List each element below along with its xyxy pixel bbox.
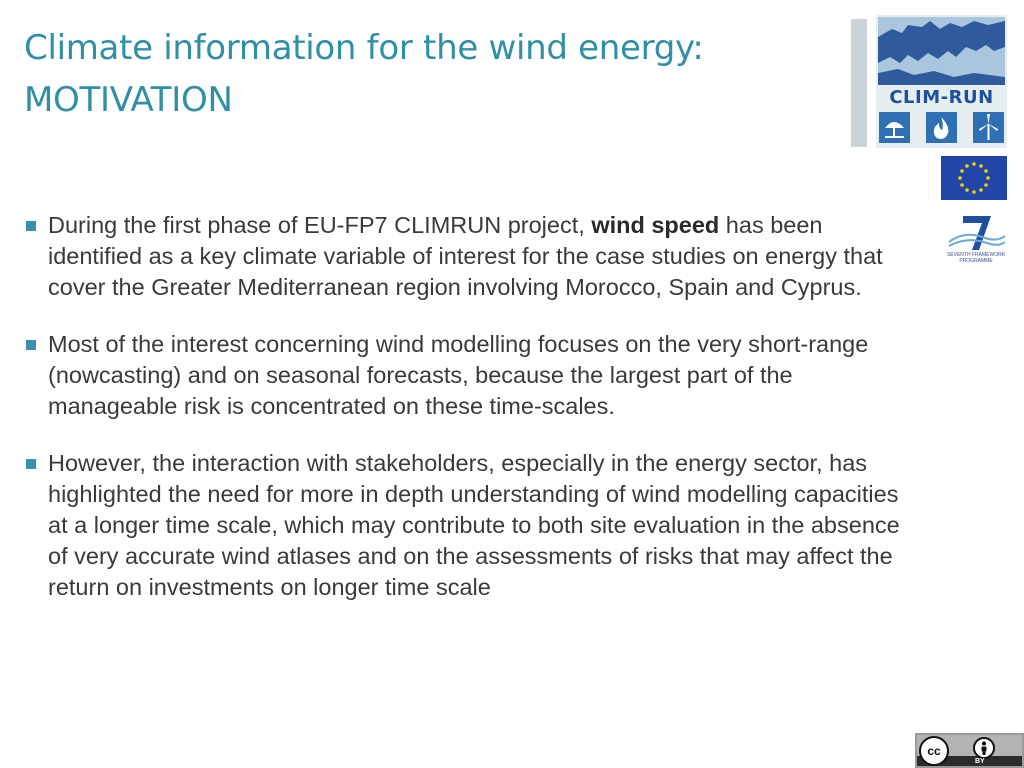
flame-icon xyxy=(926,112,957,143)
by-label: BY xyxy=(975,758,985,765)
fp7-logo xyxy=(945,212,1007,268)
clim-run-wordmark: CLIM-RUN xyxy=(889,87,994,108)
bullet-text: However, the interaction with stakeholders, especially in the energy sector, has highlighted the need for more in depth understanding of wind modelling capacities at a longer time scale, which may contribute to both site evaluation in the absence of very accurate wind atlases and on the assessments of risks that may affect the return on investments on longer time scale xyxy=(48,450,900,600)
bullet-text: Most of the interest concerning wind modelling focuses on the very short-range (nowcasting) and on seasonal forecasts, because the largest part of the manageable risk is concentrated on these time-scales. xyxy=(48,331,869,419)
bold-term: wind speed xyxy=(591,212,720,238)
square-bullet-icon xyxy=(26,221,36,231)
creative-commons-badge[interactable] xyxy=(915,733,1024,768)
bullet-text: During the first phase of EU-FP7 CLIMRUN project, wind speed has been identified as a key climate variable of interest for the case studies on energy that cover the Greater Mediterranean region involving Morocco, Spain and Cyprus. xyxy=(48,212,883,300)
bullet-list xyxy=(22,210,922,629)
square-bullet-icon xyxy=(26,340,36,350)
slide-title-line-2: MOTIVATION xyxy=(24,80,233,120)
mediterranean-map-icon xyxy=(878,17,1005,85)
clim-run-logo xyxy=(876,15,1007,148)
fp7-caption: SEVENTH FRAMEWORK PROGRAMME xyxy=(946,252,1006,264)
bullet-item xyxy=(22,448,922,603)
bullet-item xyxy=(22,210,922,303)
cc-icon: cc xyxy=(919,736,949,766)
wind-turbine-icon xyxy=(973,112,1004,143)
beach-umbrella-icon xyxy=(879,112,910,143)
eu-flag-icon xyxy=(941,156,1007,200)
person-icon xyxy=(973,737,995,759)
slide-title-line-1: Climate information for the wind energy: xyxy=(24,28,704,68)
logo-side-bar xyxy=(851,19,867,147)
slide-title xyxy=(24,22,824,126)
bullet-item xyxy=(22,329,922,422)
square-bullet-icon xyxy=(26,459,36,469)
